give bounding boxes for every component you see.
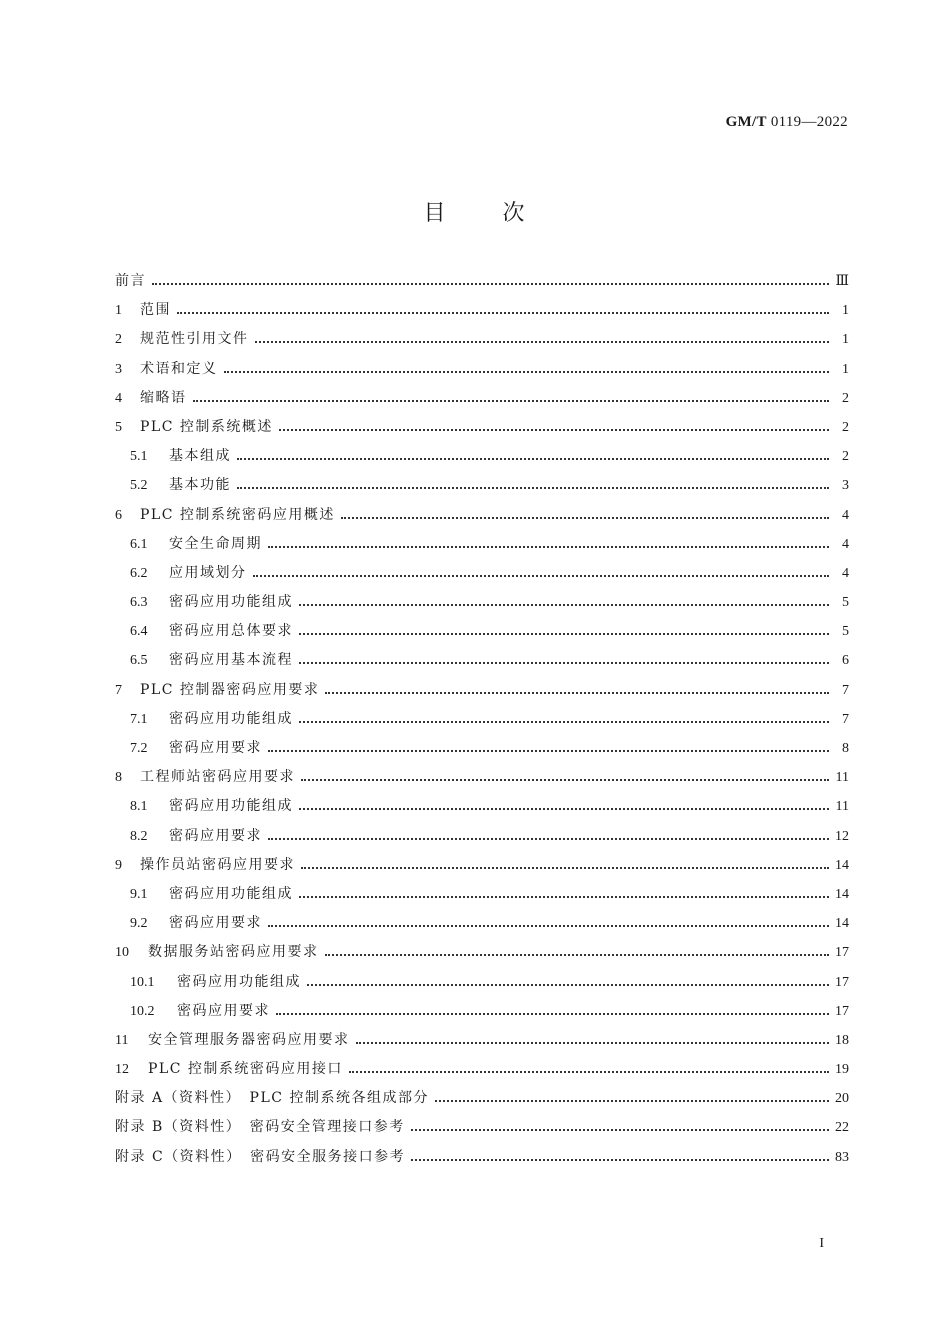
toc-leader-dots: [237, 487, 829, 489]
toc-entry-page: 19: [835, 1062, 849, 1078]
toc-entry-title: PLC 控制系统概述: [140, 418, 273, 435]
toc-entry[interactable]: [115, 504, 849, 533]
toc-entry-page: 20: [835, 1091, 849, 1107]
toc-entry-title: 应用域划分: [169, 564, 247, 581]
toc-entry[interactable]: [115, 1058, 849, 1087]
toc-leader-dots: [356, 1042, 830, 1044]
toc-leader-dots: [411, 1129, 829, 1131]
toc-leader-dots: [301, 779, 829, 781]
toc-entry[interactable]: [115, 416, 849, 445]
toc-entry-title: 密码应用要求: [169, 827, 262, 844]
toc-entry-number: 10.1: [130, 974, 155, 990]
toc-leader-dots: [177, 312, 829, 314]
toc-entry[interactable]: [115, 299, 849, 328]
toc-entry[interactable]: [115, 591, 849, 620]
toc-entry-number: 9.2: [130, 916, 148, 932]
toc-entry[interactable]: [115, 883, 849, 912]
toc-entry[interactable]: [115, 795, 849, 824]
toc-entry-title: 密码应用总体要求: [169, 623, 293, 640]
toc-entry-page: 17: [835, 974, 849, 990]
toc-entry-number: 1: [115, 303, 122, 319]
toc-entry-title: 密码应用要求: [177, 1002, 270, 1019]
toc-leader-dots: [253, 575, 830, 577]
toc-entry-title: 附录 B（资料性） 密码安全管理接口参考: [115, 1119, 405, 1136]
toc-leader-dots: [268, 750, 829, 752]
toc-entry-number: 11: [115, 1032, 129, 1048]
toc-entry-page: 8: [842, 741, 849, 756]
toc-leader-dots: [279, 429, 829, 431]
toc-entry-title: 工程师站密码应用要求: [140, 769, 295, 786]
toc-entry-title: 安全生命周期: [169, 535, 262, 552]
toc-leader-dots: [268, 925, 829, 927]
toc-entry-title: 密码应用功能组成: [169, 710, 293, 727]
toc-entry[interactable]: [115, 445, 849, 474]
toc-leader-dots: [299, 721, 829, 723]
toc-leader-dots: [325, 954, 830, 956]
toc-entry[interactable]: [115, 270, 849, 299]
toc-entry[interactable]: [115, 562, 849, 591]
toc-entry-title: 数据服务站密码应用要求: [148, 944, 319, 961]
toc-entry-page: 6: [842, 653, 849, 669]
toc-entry-page: 83: [835, 1149, 849, 1165]
toc-entry-number: 6.1: [130, 536, 148, 552]
toc-entry-number: 6.4: [130, 624, 148, 640]
toc-entry-title: 附录 C（资料性） 密码安全服务接口参考: [115, 1148, 406, 1165]
toc-entry-page: 14: [835, 916, 849, 932]
toc-entry-number: 9.1: [130, 886, 148, 902]
toc-leader-dots: [411, 1159, 829, 1161]
toc-entry[interactable]: [115, 737, 849, 766]
toc-entry-number: 7.2: [130, 741, 148, 756]
toc-leader-dots: [299, 662, 829, 664]
toc-leader-dots: [276, 1013, 829, 1015]
toc-entry-title: PLC 控制系统密码应用接口: [148, 1061, 343, 1078]
toc-entry-page: 22: [835, 1120, 849, 1136]
toc-entry[interactable]: [115, 708, 849, 737]
toc-entry-number: 5.2: [130, 478, 148, 494]
toc-entry[interactable]: [115, 1029, 849, 1058]
toc-entry-page: 11: [835, 770, 849, 786]
toc-entry-number: 6.3: [130, 595, 148, 611]
toc-entry-page: 7: [842, 711, 849, 727]
toc-entry-number: 12: [115, 1062, 129, 1078]
toc-entry[interactable]: [115, 533, 849, 562]
toc-leader-dots: [307, 984, 829, 986]
toc-leader-dots: [299, 896, 829, 898]
toc-entry[interactable]: [115, 912, 849, 941]
toc-entry[interactable]: [115, 328, 849, 357]
toc-entry-title: 缩略语: [140, 389, 187, 406]
toc-leader-dots: [237, 458, 829, 460]
toc-entry-title: 密码应用要求: [169, 915, 262, 932]
toc-entry-page: 4: [842, 565, 849, 581]
toc-entry-page: Ⅲ: [835, 274, 849, 289]
toc-entry-page: 7: [842, 682, 849, 698]
toc-leader-dots: [224, 371, 830, 373]
toc-entry-number: 8: [115, 770, 122, 786]
toc-entry-page: 5: [842, 595, 849, 611]
toc-entry-title: PLC 控制器密码应用要求: [140, 681, 320, 698]
toc-entry-title: 密码应用功能组成: [169, 798, 293, 815]
toc-entry[interactable]: [115, 679, 849, 708]
toc-entry-number: 6.5: [130, 653, 148, 669]
toc-leader-dots: [435, 1100, 829, 1102]
toc-entry-number: 8.1: [130, 799, 148, 815]
toc-entry-number: 6.2: [130, 565, 148, 581]
toc-entry-title: 术语和定义: [140, 360, 218, 377]
toc-entry-page: 4: [842, 507, 849, 523]
toc-entry-page: 1: [842, 332, 849, 348]
toc-entry[interactable]: [115, 620, 849, 649]
toc-entry-number: 6: [115, 507, 122, 523]
toc-entry[interactable]: [115, 474, 849, 503]
toc-entry-page: 18: [835, 1032, 849, 1048]
toc-entry[interactable]: [115, 1087, 849, 1116]
toc-entry-number: 8.2: [130, 828, 148, 844]
toc-entry-title: 规范性引用文件: [140, 331, 249, 348]
toc-entry[interactable]: [115, 1000, 849, 1029]
toc-entry[interactable]: [115, 941, 849, 970]
toc-entry-page: 14: [835, 857, 849, 873]
toc-entry-number: 2: [115, 332, 122, 348]
toc-entry-number: 10.2: [130, 1003, 155, 1019]
toc-leader-dots: [299, 633, 829, 635]
toc-entry-number: 5: [115, 419, 122, 435]
toc-entry-title: 密码应用功能组成: [169, 594, 293, 611]
toc-entry-page: 4: [842, 536, 849, 552]
toc-entry-page: 17: [835, 1003, 849, 1019]
toc-entry-page: 1: [842, 303, 849, 319]
standard-code: [726, 114, 848, 131]
table-of-contents: [115, 270, 849, 1175]
toc-entry-number: 5.1: [130, 449, 148, 465]
toc-entry-title: 基本组成: [169, 448, 231, 465]
page-number: I: [819, 1236, 824, 1251]
toc-entry-page: 2: [842, 419, 849, 435]
toc-entry[interactable]: [115, 649, 849, 678]
toc-entry-page: 14: [835, 886, 849, 902]
toc-leader-dots: [268, 838, 829, 840]
toc-leader-dots: [152, 283, 829, 285]
toc-entry-title: 范围: [140, 302, 171, 319]
toc-entry[interactable]: [115, 854, 849, 883]
toc-entry-page: 2: [842, 390, 849, 406]
toc-entry[interactable]: [115, 766, 849, 795]
toc-leader-dots: [301, 867, 829, 869]
toc-leader-dots: [255, 341, 830, 343]
toc-entry[interactable]: [115, 387, 849, 416]
toc-entry[interactable]: [115, 1146, 849, 1175]
toc-leader-dots: [299, 604, 829, 606]
toc-entry[interactable]: [115, 971, 849, 1000]
toc-entry-title: 前言: [115, 273, 146, 289]
toc-entry[interactable]: [115, 358, 849, 387]
toc-entry-page: 3: [842, 478, 849, 494]
toc-leader-dots: [325, 692, 829, 694]
toc-entry[interactable]: [115, 825, 849, 854]
toc-entry-title: 操作员站密码应用要求: [140, 856, 295, 873]
toc-leader-dots: [268, 546, 829, 548]
toc-entry-page: 5: [842, 624, 849, 640]
standard-code-prefix: GM/T: [725, 114, 767, 130]
toc-entry-page: 17: [835, 945, 849, 961]
toc-entry-number: 7: [115, 682, 122, 698]
toc-entry-number: 7.1: [130, 711, 148, 727]
page-title: [0, 196, 950, 227]
toc-entry-title: 密码应用要求: [169, 740, 262, 756]
toc-entry-title: 密码应用基本流程: [169, 652, 293, 669]
toc-leader-dots: [349, 1071, 829, 1073]
toc-leader-dots: [341, 517, 829, 519]
toc-entry-number: 10: [115, 945, 129, 961]
standard-code-number: 0119—2022: [770, 114, 848, 130]
toc-entry-number: 9: [115, 857, 122, 873]
toc-entry-title: 基本功能: [169, 477, 231, 494]
toc-entry-title: 密码应用功能组成: [177, 973, 301, 990]
toc-entry-number: 3: [115, 361, 122, 377]
toc-leader-dots: [193, 400, 830, 402]
toc-entry-page: 11: [835, 799, 849, 815]
toc-entry[interactable]: [115, 1116, 849, 1145]
toc-entry-number: 4: [115, 390, 122, 406]
toc-entry-title: 安全管理服务器密码应用要求: [148, 1031, 350, 1048]
toc-leader-dots: [299, 808, 829, 810]
page-title-char-1: 目: [423, 201, 448, 226]
toc-entry-page: 12: [835, 828, 849, 844]
toc-entry-page: 1: [842, 361, 849, 377]
toc-entry-page: 2: [842, 449, 849, 465]
toc-entry-title: 附录 A（资料性） PLC 控制系统各组成部分: [115, 1090, 429, 1107]
toc-entry-title: 密码应用功能组成: [169, 885, 293, 902]
toc-entry-title: PLC 控制系统密码应用概述: [140, 506, 335, 523]
page-title-char-2: 次: [502, 201, 527, 226]
